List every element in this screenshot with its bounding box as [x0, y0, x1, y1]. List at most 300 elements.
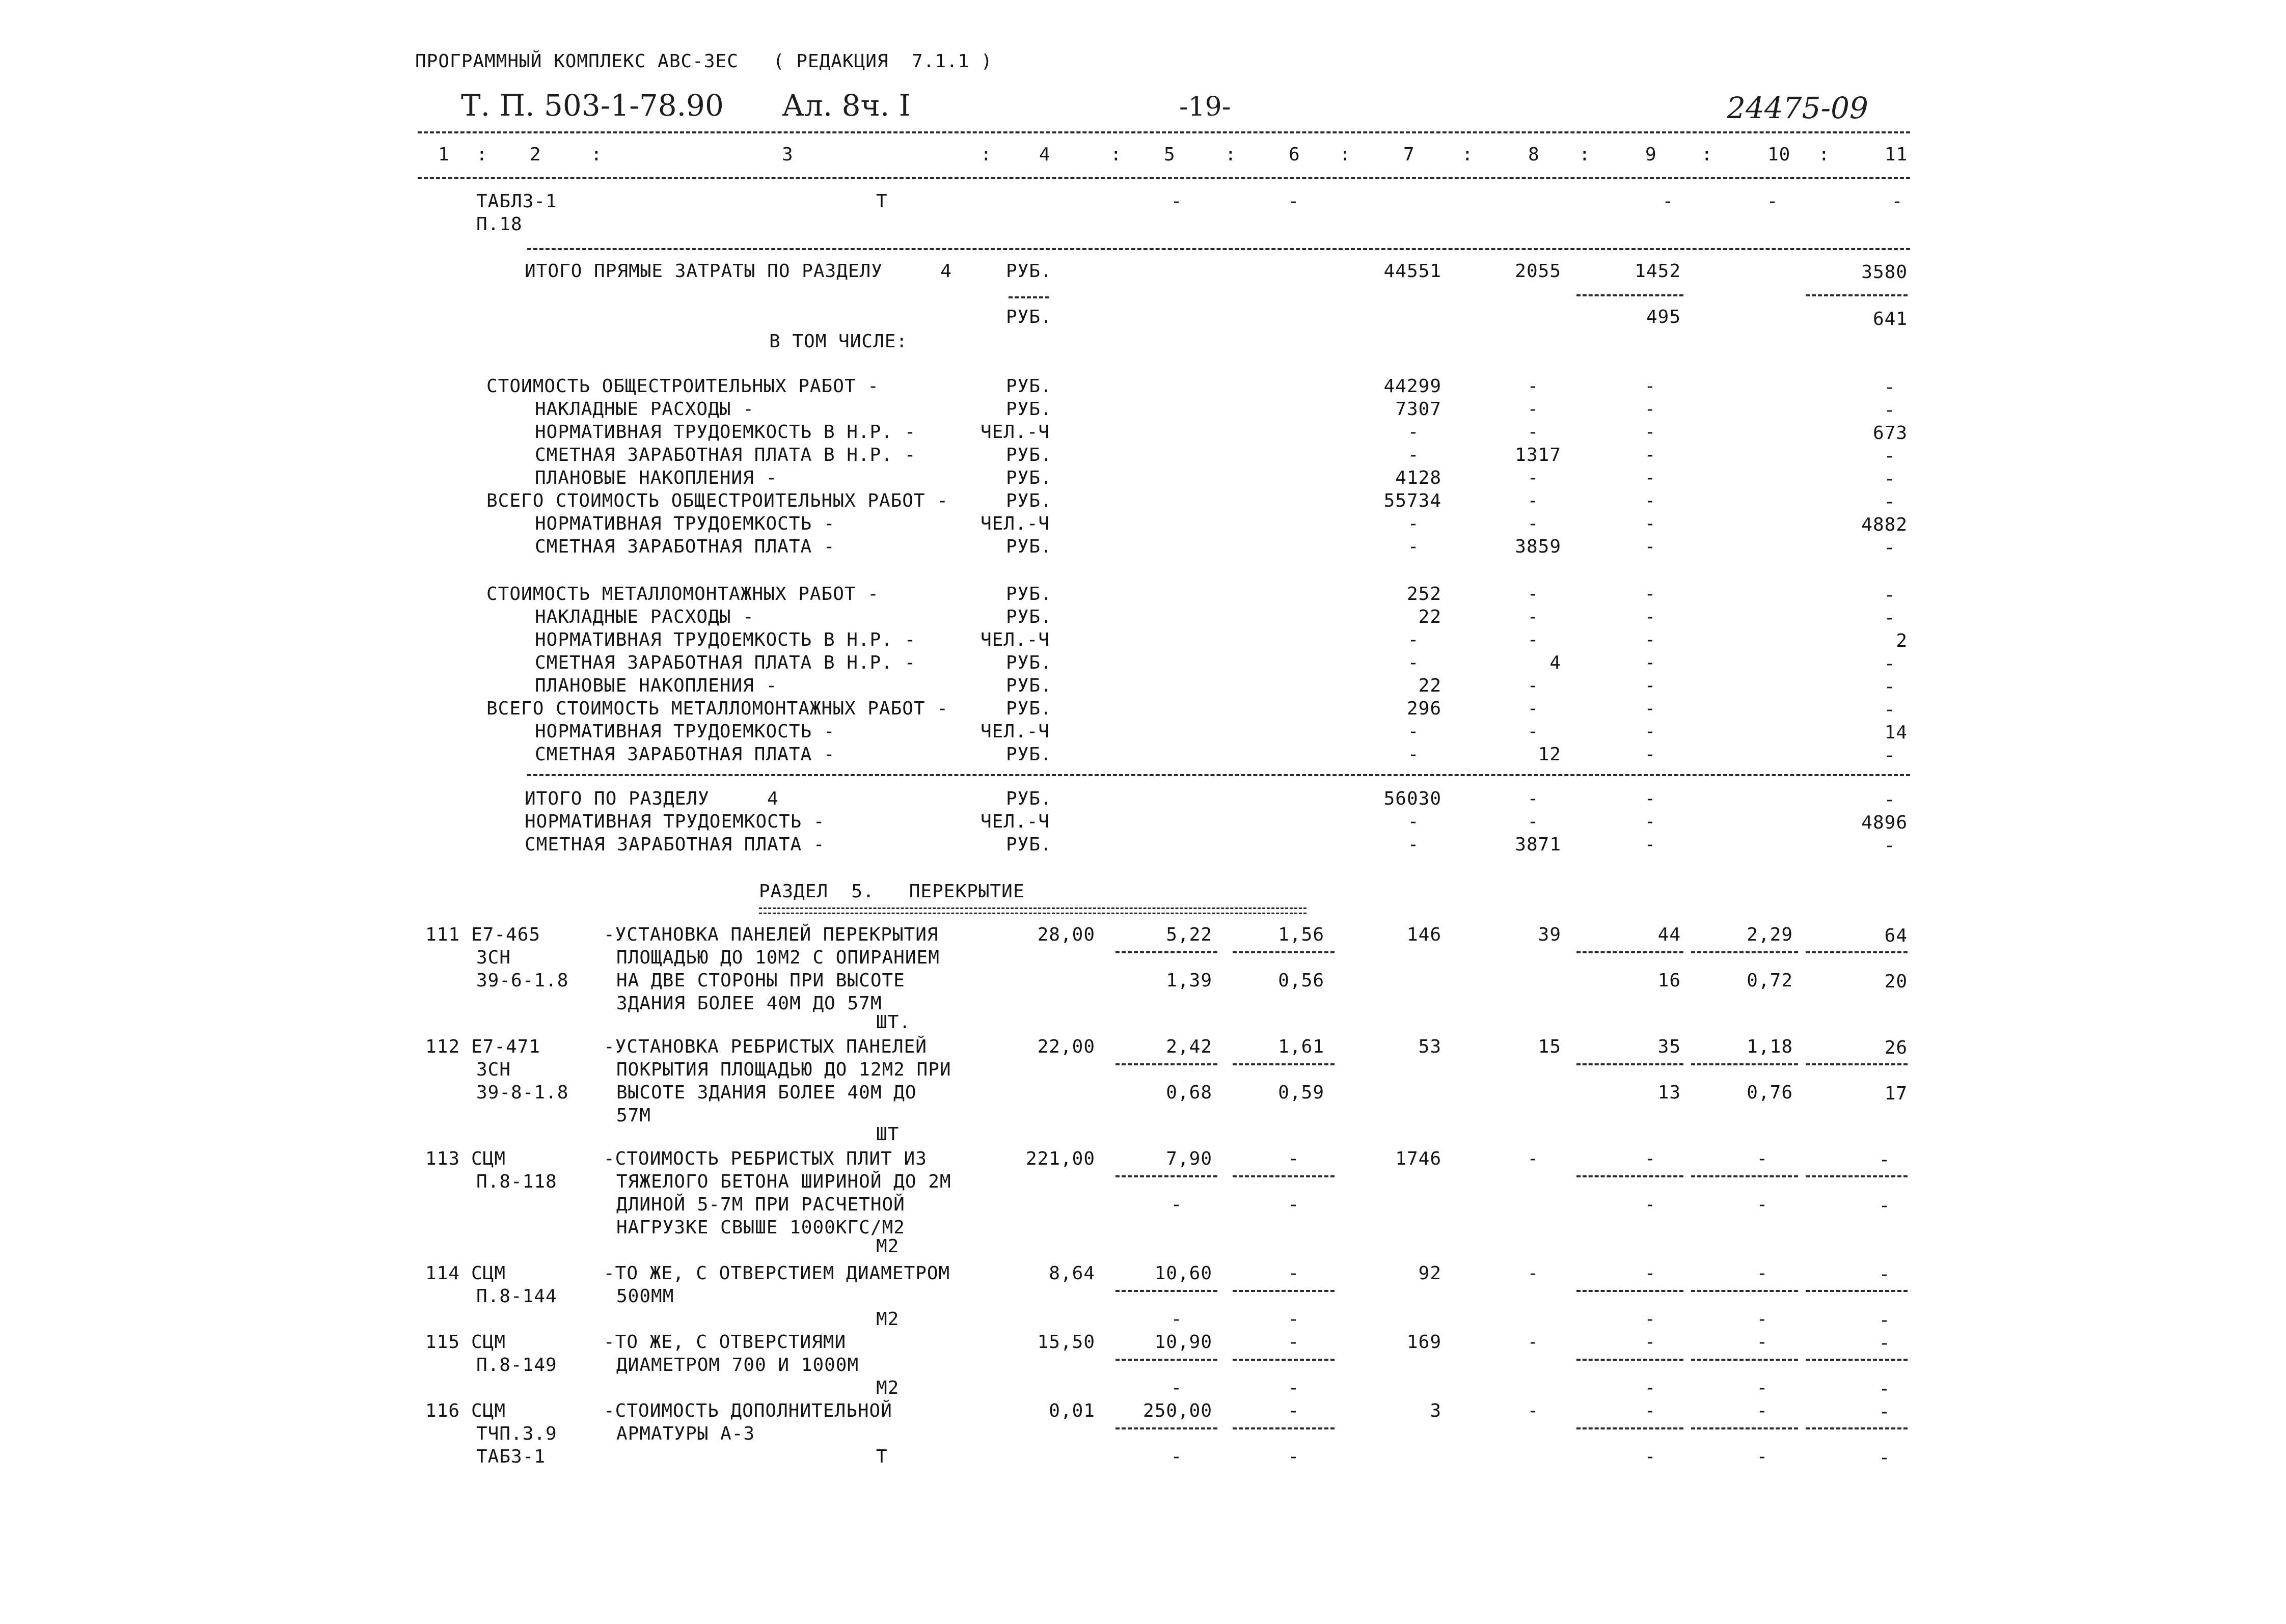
column-header-9: 9	[1645, 144, 1657, 165]
item-subrule	[1233, 1290, 1335, 1292]
item-number: 114	[425, 1263, 460, 1284]
item-c4: 28,00	[1037, 924, 1095, 945]
summary-unit: ЧЕЛ.-Ч	[981, 422, 1050, 443]
item-c10b: 0,72	[1747, 970, 1793, 991]
item-unit: Т	[876, 1446, 888, 1467]
item-c4: 0,01	[1049, 1400, 1095, 1421]
summary-c7: 22	[1418, 607, 1441, 627]
section-5-title: РАЗДЕЛ 5. ПЕРЕКРЫТИЕ	[759, 881, 1025, 902]
item-description: -СТОИМОСТЬ ДОПОЛНИТЕЛЬНОЙ	[604, 1400, 892, 1421]
summary-c8: -	[1527, 698, 1539, 719]
item-unit: ШТ.	[876, 1012, 911, 1033]
summary-c8: -	[1527, 513, 1539, 534]
item-description: -УСТАНОВКА ПАНЕЛЕЙ ПЕРЕКРЫТИЯ	[604, 924, 939, 945]
item-c6: -	[1288, 1263, 1300, 1284]
item-c4: 15,50	[1037, 1332, 1095, 1353]
item-subrule	[1691, 1063, 1798, 1065]
column-header-sep: :	[1818, 144, 1830, 165]
item-c10: -	[1756, 1263, 1768, 1284]
item-description: АРМАТУРЫ А-3	[616, 1423, 755, 1444]
summary-c8: -	[1527, 675, 1539, 696]
summary-c11: 4882	[1861, 514, 1908, 535]
section-total-c8: -	[1527, 788, 1539, 809]
item-subrule	[1806, 951, 1908, 953]
item-c7: 169	[1406, 1332, 1441, 1353]
item-subrule	[1115, 1063, 1217, 1065]
summary-c7: -	[1407, 721, 1420, 742]
item-subrule	[1691, 1427, 1798, 1429]
item-description: ДЛИНОЙ 5-7М ПРИ РАСЧЕТНОЙ	[616, 1194, 905, 1215]
item-unit: М2	[876, 1236, 900, 1257]
top-row-code: ТАБЛ3-1	[476, 191, 557, 212]
item-code: Е7-465	[471, 924, 541, 945]
itogo-direct-label: ИТОГО ПРЯМЫЕ ЗАТРАТЫ ПО РАЗДЕЛУ 4	[525, 261, 952, 282]
item-code: ЗСН	[476, 947, 511, 968]
item-subrule	[1806, 1427, 1908, 1429]
summary-c9: -	[1644, 445, 1656, 465]
itogo-direct-c9: 1452	[1635, 261, 1681, 282]
summary-unit: РУБ.	[1006, 607, 1052, 627]
item-c5: 7,90	[1166, 1148, 1212, 1169]
summary-c11: -	[1884, 400, 1896, 421]
item-subrule	[1115, 1175, 1217, 1177]
section-total-unit: РУБ.	[1006, 834, 1052, 855]
item-c4: 221,00	[1025, 1148, 1095, 1169]
summary-c7: -	[1407, 744, 1420, 765]
item-description: ПЛОЩАДЬЮ ДО 10М2 С ОПИРАНИЕМ	[616, 947, 940, 968]
in-that-label: В ТОМ ЧИСЛЕ:	[769, 331, 908, 352]
summary-c7: -	[1407, 445, 1420, 465]
summary-c7: -	[1407, 513, 1420, 534]
summary-unit: ЧЕЛ.-Ч	[981, 629, 1050, 650]
summary-unit: РУБ.	[1006, 698, 1052, 719]
summary-label: ВСЕГО СТОИМОСТЬ МЕТАЛЛОМОНТАЖНЫХ РАБОТ -	[486, 698, 948, 719]
summary-c7: -	[1407, 652, 1420, 673]
item-code: ТЧП.3.9	[476, 1423, 557, 1444]
header-rule-bottom	[418, 177, 1910, 179]
item-c10: -	[1756, 1148, 1768, 1169]
summary-c8: 1317	[1515, 445, 1561, 465]
item-c5: 5,22	[1166, 924, 1212, 945]
column-header-sep: :	[1701, 144, 1713, 165]
item-code: СЦМ	[471, 1263, 506, 1284]
section-total-c7: -	[1407, 834, 1420, 855]
item-c6: -	[1288, 1332, 1300, 1353]
item-c7: 53	[1418, 1036, 1441, 1057]
summary-label: НОРМАТИВНАЯ ТРУДОЕМКОСТЬ -	[535, 513, 835, 534]
item-c9b: -	[1644, 1446, 1656, 1467]
column-header-sep: :	[1579, 144, 1591, 165]
summary-c9: -	[1644, 607, 1656, 627]
column-header-sep: :	[1462, 144, 1474, 165]
section-total-label: НОРМАТИВНАЯ ТРУДОЕМКОСТЬ -	[525, 811, 825, 832]
summary-label: ПЛАНОВЫЕ НАКОПЛЕНИЯ -	[535, 675, 778, 696]
item-subrule	[1691, 1290, 1798, 1292]
summary-c11: 673	[1872, 423, 1908, 444]
summary-unit: РУБ.	[1006, 376, 1052, 397]
summary-c7: -	[1407, 536, 1420, 557]
section-total-label: СМЕТНАЯ ЗАРАБОТНАЯ ПЛАТА -	[525, 834, 825, 855]
item-unit: М2	[876, 1309, 900, 1330]
item-c6b: -	[1288, 1446, 1300, 1467]
item-c9b: -	[1644, 1378, 1656, 1398]
summary-c11: -	[1884, 446, 1896, 466]
column-header-10: 10	[1767, 144, 1791, 165]
summary-c8: -	[1527, 376, 1539, 397]
item-c4: 22,00	[1037, 1036, 1095, 1057]
summary-c7: 252	[1406, 584, 1441, 604]
summary-c11: -	[1884, 377, 1896, 398]
top-row-code: П.18	[476, 214, 523, 235]
item-description: ТЯЖЕЛОГО БЕТОНА ШИРИНОЙ ДО 2М	[616, 1171, 951, 1192]
summary-label: ВСЕГО СТОИМОСТЬ ОБЩЕСТРОИТЕЛЬНЫХ РАБОТ -	[486, 490, 948, 511]
item-description: ДИАМЕТРОМ 700 И 1000М	[616, 1355, 859, 1375]
item-c5: 2,42	[1166, 1036, 1212, 1057]
summary-c8: -	[1527, 629, 1539, 650]
item-c5: 10,90	[1154, 1332, 1212, 1353]
item-unit: М2	[876, 1378, 900, 1398]
item-c11b: 17	[1884, 1083, 1908, 1104]
summary-label: СМЕТНАЯ ЗАРАБОТНАЯ ПЛАТА В Н.Р. -	[535, 652, 916, 673]
doc-number: 24475-09	[1727, 91, 1868, 125]
summary-label: НОРМАТИВНАЯ ТРУДОЕМКОСТЬ -	[535, 721, 835, 742]
item-c11b: 20	[1884, 971, 1908, 992]
summary-c11: -	[1884, 608, 1896, 628]
item-description: НА ДВЕ СТОРОНЫ ПРИ ВЫСОТЕ	[616, 970, 905, 991]
column-header-sep: :	[476, 144, 488, 165]
summary-unit: РУБ.	[1006, 675, 1052, 696]
top-row-c5: -	[1171, 191, 1183, 212]
summary-c9: -	[1644, 399, 1656, 420]
item-code: СЦМ	[471, 1332, 506, 1353]
section-5-underline	[759, 907, 1307, 909]
item-subrule	[1576, 1427, 1683, 1429]
section-total-c8: -	[1527, 811, 1539, 832]
item-c11: 64	[1884, 925, 1908, 946]
header-rule-top	[418, 131, 1910, 133]
summary-c11: -	[1884, 491, 1896, 512]
summary-label: СТОИМОСТЬ МЕТАЛЛОМОНТАЖНЫХ РАБОТ -	[486, 584, 879, 604]
column-header-4: 4	[1039, 144, 1051, 165]
summary-c9: -	[1644, 422, 1656, 443]
item-subrule	[1115, 1359, 1217, 1361]
summary-c11: 14	[1884, 722, 1908, 743]
item-c10b: -	[1756, 1194, 1768, 1215]
summary-label: ПЛАНОВЫЕ НАКОПЛЕНИЯ -	[535, 467, 778, 488]
item-c5b: 1,39	[1166, 970, 1212, 991]
item-subrule	[1115, 1290, 1217, 1292]
column-header-sep: :	[981, 144, 992, 165]
itogo-subrule	[1576, 294, 1683, 296]
item-description: 500ММ	[616, 1286, 674, 1307]
section-5-underline	[759, 913, 1307, 914]
summary-unit: РУБ.	[1006, 399, 1052, 420]
item-c5b: 0,68	[1166, 1082, 1212, 1103]
album-number: Ал. 8ч. I	[782, 88, 911, 123]
column-header-sep: :	[591, 144, 603, 165]
section-total-c7: -	[1407, 811, 1420, 832]
section-total-c9: -	[1644, 788, 1656, 809]
section-total-c9: -	[1644, 834, 1656, 855]
item-subrule	[1691, 1359, 1798, 1361]
item-c11b: -	[1879, 1310, 1891, 1331]
program-title: ПРОГРАММНЫЙ КОМПЛЕКС АВС-3ЕС ( РЕДАКЦИЯ 7.1.1 )	[415, 51, 993, 72]
item-c8: -	[1527, 1332, 1539, 1353]
item-c5b: -	[1171, 1378, 1183, 1398]
top-row-c10: -	[1766, 191, 1779, 212]
item-code: СЦМ	[471, 1400, 506, 1421]
summary-label: НОРМАТИВНАЯ ТРУДОЕМКОСТЬ В Н.Р. -	[535, 629, 916, 650]
summary-unit: РУБ.	[1006, 744, 1052, 765]
itogo-direct-c11b: 641	[1872, 309, 1908, 329]
column-header-3: 3	[782, 144, 794, 165]
section-rule	[527, 774, 1910, 776]
item-c9: 44	[1657, 924, 1681, 945]
summary-unit: РУБ.	[1006, 445, 1052, 465]
item-description: -ТО ЖЕ, С ОТВЕРСТИЕМ ДИАМЕТРОМ	[604, 1263, 950, 1284]
summary-c7: 44299	[1383, 376, 1441, 397]
item-c6: 1,61	[1278, 1036, 1324, 1057]
summary-label: НАКЛАДНЫЕ РАСХОДЫ -	[535, 399, 754, 420]
item-c5b: -	[1171, 1446, 1183, 1467]
item-subrule	[1576, 1175, 1683, 1177]
item-c5: 250,00	[1142, 1400, 1212, 1421]
summary-label: СТОИМОСТЬ ОБЩЕСТРОИТЕЛЬНЫХ РАБОТ -	[486, 376, 879, 397]
item-description: -ТО ЖЕ, С ОТВЕРСТИЯМИ	[604, 1332, 847, 1353]
summary-c7: -	[1407, 422, 1420, 443]
summary-c8: -	[1527, 467, 1539, 488]
summary-c11: -	[1884, 676, 1896, 697]
itogo-direct-c8: 2055	[1515, 261, 1561, 282]
summary-label: СМЕТНАЯ ЗАРАБОТНАЯ ПЛАТА В Н.Р. -	[535, 445, 916, 465]
itogo-subrule	[1806, 294, 1908, 296]
item-code: П.8-118	[476, 1171, 557, 1192]
item-subrule	[1806, 1175, 1908, 1177]
item-number: 116	[425, 1400, 460, 1421]
item-c6b: 0,56	[1278, 970, 1324, 991]
summary-c7: -	[1407, 629, 1420, 650]
column-header-7: 7	[1403, 144, 1415, 165]
summary-c7: 296	[1406, 698, 1441, 719]
item-code: Е7-471	[471, 1036, 541, 1057]
summary-c8: -	[1527, 721, 1539, 742]
item-subrule	[1806, 1359, 1908, 1361]
item-subrule	[1691, 1175, 1798, 1177]
item-c6: -	[1288, 1400, 1300, 1421]
section-total-unit: ЧЕЛ.-Ч	[981, 811, 1050, 832]
summary-c9: -	[1644, 584, 1656, 604]
item-c9b: -	[1644, 1194, 1656, 1215]
item-c11b: -	[1879, 1379, 1891, 1399]
item-code: ЗСН	[476, 1059, 511, 1080]
item-c11: 26	[1884, 1037, 1908, 1058]
section-total-label: ИТОГО ПО РАЗДЕЛУ 4	[525, 788, 779, 809]
item-c6b: 0,59	[1278, 1082, 1324, 1103]
item-code: 39-6-1.8	[476, 970, 569, 991]
item-c9b: -	[1644, 1309, 1656, 1330]
summary-c7: 4128	[1395, 467, 1441, 488]
item-c11: -	[1879, 1264, 1891, 1285]
summary-c9: -	[1644, 376, 1656, 397]
item-subrule	[1233, 1175, 1335, 1177]
item-subrule	[1576, 1290, 1683, 1292]
item-c9: 35	[1657, 1036, 1681, 1057]
item-description: ПОКРЫТИЯ ПЛОЩАДЬЮ ДО 12М2 ПРИ	[616, 1059, 951, 1080]
item-code: П.8-144	[476, 1286, 557, 1307]
summary-unit: РУБ.	[1006, 536, 1052, 557]
item-subrule	[1233, 1359, 1335, 1361]
itogo-direct-c11: 3580	[1861, 262, 1908, 283]
itogo-direct-unit: РУБ.	[1006, 261, 1052, 282]
summary-c11: -	[1884, 699, 1896, 720]
column-header-sep: :	[1110, 144, 1122, 165]
item-number: 112	[425, 1036, 460, 1057]
item-description: ЗДАНИЯ БОЛЕЕ 40М ДО 57М	[616, 993, 882, 1014]
summary-c8: -	[1527, 422, 1539, 443]
item-c9: -	[1644, 1263, 1656, 1284]
summary-c11: -	[1884, 469, 1896, 489]
item-unit: ШТ	[876, 1124, 900, 1145]
section-total-c11: 4896	[1861, 812, 1908, 833]
summary-c8: -	[1527, 607, 1539, 627]
summary-label: СМЕТНАЯ ЗАРАБОТНАЯ ПЛАТА -	[535, 744, 835, 765]
summary-c9: -	[1644, 536, 1656, 557]
item-c11: -	[1879, 1333, 1891, 1354]
item-number: 115	[425, 1332, 460, 1353]
item-description: -УСТАНОВКА РЕБРИСТЫХ ПАНЕЛЕЙ	[604, 1036, 927, 1057]
section-total-c9: -	[1644, 811, 1656, 832]
item-subrule	[1115, 951, 1217, 953]
item-number: 113	[425, 1148, 460, 1169]
column-header-5: 5	[1164, 144, 1176, 165]
item-c10: -	[1756, 1332, 1768, 1353]
item-c8: -	[1527, 1148, 1539, 1169]
summary-c8: -	[1527, 399, 1539, 420]
item-code: 39-8-1.8	[476, 1082, 569, 1103]
top-row-c6: -	[1288, 191, 1300, 212]
column-header-11: 11	[1885, 144, 1908, 165]
item-c11: -	[1879, 1401, 1891, 1422]
column-header-2: 2	[530, 144, 541, 165]
item-c9: -	[1644, 1400, 1656, 1421]
summary-unit: РУБ.	[1006, 652, 1052, 673]
item-subrule	[1233, 951, 1335, 953]
top-row-c9: -	[1662, 191, 1674, 212]
itogo-direct-c7: 44551	[1383, 261, 1441, 282]
item-c9: -	[1644, 1332, 1656, 1353]
itogo-subrule	[1009, 296, 1049, 298]
summary-c9: -	[1644, 721, 1656, 742]
summary-c9: -	[1644, 629, 1656, 650]
item-subrule	[1233, 1427, 1335, 1429]
item-c8: 39	[1538, 924, 1561, 945]
item-c7: 92	[1418, 1263, 1441, 1284]
summary-label: НОРМАТИВНАЯ ТРУДОЕМКОСТЬ В Н.Р. -	[535, 422, 916, 443]
summary-c9: -	[1644, 513, 1656, 534]
page-number: -19-	[1179, 92, 1231, 122]
item-c7: 3	[1430, 1400, 1441, 1421]
item-number: 111	[425, 924, 460, 945]
summary-c11: -	[1884, 537, 1896, 558]
summary-unit: ЧЕЛ.-Ч	[981, 513, 1050, 534]
item-description: 57М	[616, 1105, 651, 1126]
summary-c11: 2	[1896, 630, 1908, 651]
item-c10b: -	[1756, 1378, 1768, 1398]
column-header-1: 1	[438, 144, 450, 165]
section-total-c11: -	[1884, 835, 1896, 856]
item-c11b: -	[1879, 1195, 1891, 1216]
item-c10b: 0,76	[1747, 1082, 1793, 1103]
item-c6b: -	[1288, 1194, 1300, 1215]
item-c10b: -	[1756, 1309, 1768, 1330]
summary-c7: 22	[1418, 675, 1441, 696]
item-c6: 1,56	[1278, 924, 1324, 945]
item-subrule	[1576, 1359, 1683, 1361]
item-c6: -	[1288, 1148, 1300, 1169]
summary-c9: -	[1644, 698, 1656, 719]
item-description: -СТОИМОСТЬ РЕБРИСТЫХ ПЛИТ ИЗ	[604, 1148, 927, 1169]
summary-c8: 12	[1538, 744, 1561, 765]
top-row-c11: -	[1891, 191, 1903, 212]
item-subrule	[1576, 1063, 1683, 1065]
itogo-direct-unit2: РУБ.	[1006, 307, 1052, 327]
summary-unit: РУБ.	[1006, 490, 1052, 511]
item-c9b: 16	[1657, 970, 1681, 991]
itogo-direct-c9b: 495	[1646, 307, 1681, 327]
item-c4: 8,64	[1049, 1263, 1095, 1284]
summary-label: НАКЛАДНЫЕ РАСХОДЫ -	[535, 607, 754, 627]
summary-unit: ЧЕЛ.-Ч	[981, 721, 1050, 742]
summary-c9: -	[1644, 467, 1656, 488]
item-c6b: -	[1288, 1378, 1300, 1398]
item-code: СЦМ	[471, 1148, 506, 1169]
summary-unit: РУБ.	[1006, 467, 1052, 488]
summary-c7: 7307	[1395, 399, 1441, 420]
item-subrule	[1806, 1063, 1908, 1065]
column-header-sep: :	[1340, 144, 1351, 165]
summary-c11: -	[1884, 653, 1896, 674]
item-c8: -	[1527, 1263, 1539, 1284]
summary-label: СМЕТНАЯ ЗАРАБОТНАЯ ПЛАТА -	[535, 536, 835, 557]
item-c11: -	[1879, 1149, 1891, 1170]
section-total-unit: РУБ.	[1006, 788, 1052, 809]
top-row-unit: Т	[876, 191, 888, 212]
item-c8: -	[1527, 1400, 1539, 1421]
item-subrule	[1115, 1427, 1217, 1429]
item-subrule	[1576, 951, 1683, 953]
item-description: ВЫСОТЕ ЗДАНИЯ БОЛЕЕ 40М ДО	[616, 1082, 917, 1103]
column-header-8: 8	[1528, 144, 1540, 165]
item-c5b: -	[1171, 1309, 1183, 1330]
section-rule	[527, 248, 1910, 250]
item-code: ТАБ3-1	[476, 1446, 546, 1467]
item-c5b: -	[1171, 1194, 1183, 1215]
item-c9: -	[1644, 1148, 1656, 1169]
column-header-6: 6	[1289, 144, 1300, 165]
item-c8: 15	[1538, 1036, 1561, 1057]
summary-c7: 55734	[1383, 490, 1441, 511]
item-code: П.8-149	[476, 1355, 557, 1375]
column-header-sep: :	[1225, 144, 1237, 165]
summary-c11: -	[1884, 585, 1896, 605]
summary-unit: РУБ.	[1006, 584, 1052, 604]
item-c7: 1746	[1395, 1148, 1441, 1169]
section-total-c7: 56030	[1383, 788, 1441, 809]
section-total-c8: 3871	[1515, 834, 1561, 855]
item-c9b: 13	[1657, 1082, 1681, 1103]
summary-c9: -	[1644, 744, 1656, 765]
summary-c9: -	[1644, 652, 1656, 673]
